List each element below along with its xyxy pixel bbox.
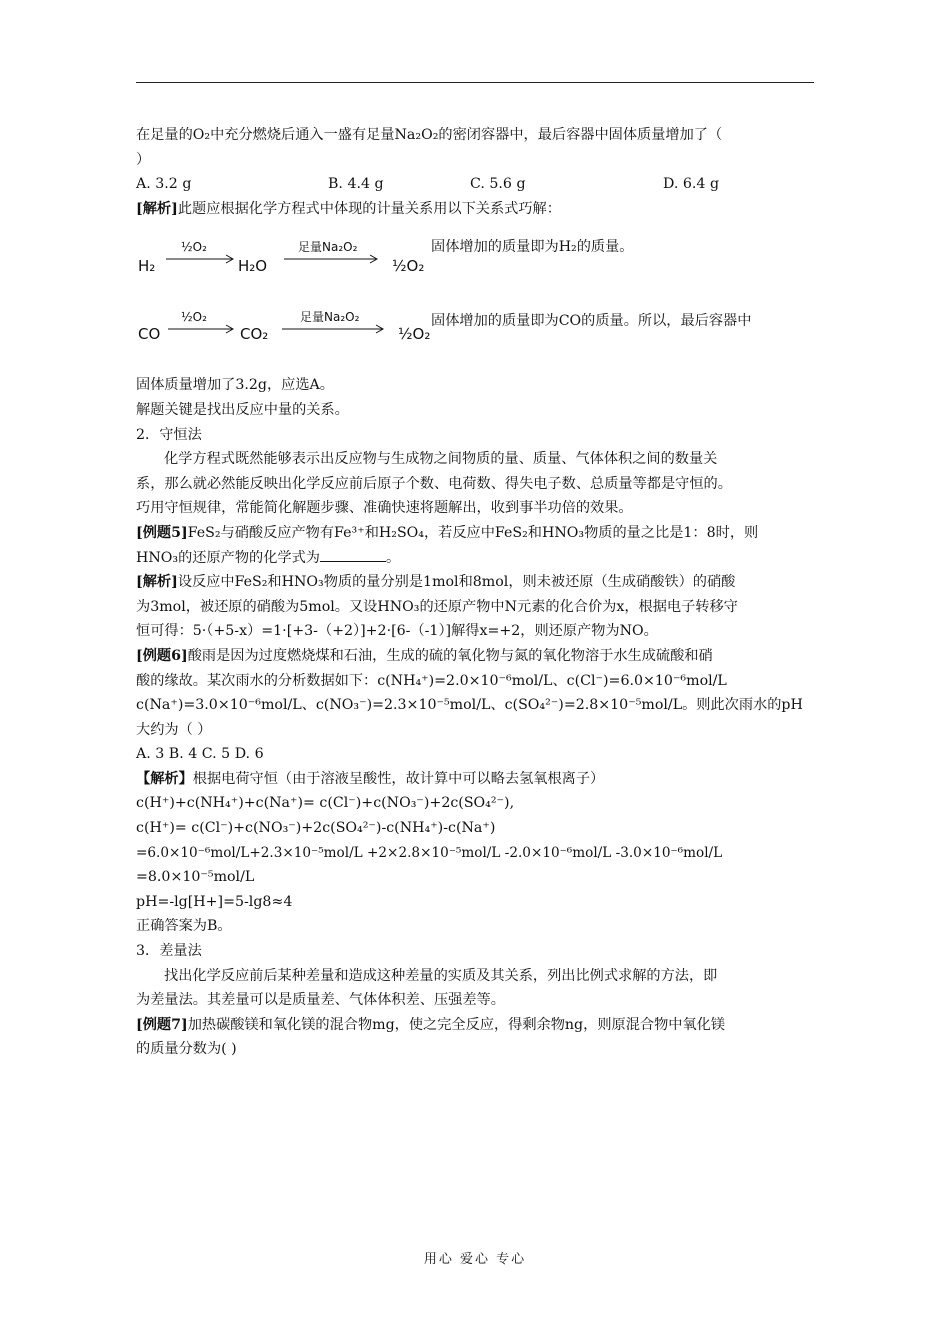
example-6-text: 酸雨是因为过度燃烧煤和石油，生成的硫的氧化物与氮的氧化物溶于水生成硫酸和硝 [187, 647, 713, 664]
example-6-analysis-text: 根据电荷守恒（由于溶液呈酸性，故计算中可以略去氢氧根离子） [192, 770, 605, 787]
header-rule [136, 82, 814, 83]
eq2-arrow1-top: ½O₂ [181, 310, 207, 325]
calc-line-2: c(H⁺)= c(Cl⁻)+c(NO₃⁻)+2c(SO₄²⁻)-c(NH₄⁺)-c(Na⁺) [136, 820, 496, 837]
option-a: A. 3.2 g [136, 176, 192, 193]
example-7-line-2: 的质量分数为( ) [136, 1041, 237, 1058]
section-2-title: 2．守恒法 [136, 426, 202, 443]
calc-line-3: =6.0×10⁻⁶mol/L+2.3×10⁻⁵mol/L +2×2.8×10⁻⁵mol/L -2.0×10⁻⁶mol/L -3.0×10⁻⁶mol/L [136, 844, 723, 861]
key-line: 解题关键是找出反应中量的关系。 [136, 401, 349, 418]
section-3-para-2: 为差量法。其差量可以是质量差、气体体积差、压强差等。 [136, 992, 505, 1009]
eq1-note: 固体增加的质量即为H₂的质量。 [431, 239, 634, 256]
section-2-para: 化学方程式既然能够表示出反应物与生成物之间物质的量、质量、气体体积之间的数量关 [164, 451, 718, 468]
equation-h2-diagram [136, 221, 436, 301]
question-line-end: ） [136, 151, 151, 168]
example-7-text: 加热碳酸镁和氧化镁的混合物mg，使之完全反应，得剩余物ng，则原混合物中氧化镁 [187, 1016, 726, 1033]
example-6-analysis [136, 767, 814, 792]
eq2-start: CO [138, 325, 161, 344]
section-3-title: 3．差量法 [136, 943, 202, 960]
example-7-line [136, 1013, 814, 1038]
section-2-para-3: 巧用守恒规律，常能简化解题步骤、准确快速将题解出，收到事半功倍的效果。 [136, 500, 633, 517]
eq1-arrow1-top: ½O₂ [181, 240, 207, 255]
eq2-end: ½O₂ [398, 325, 431, 344]
eq1-mid: H₂O [238, 257, 268, 276]
example-6-line-3: c(Na⁺)=3.0×10⁻⁶mol/L、c(NO₃⁻)=2.3×10⁻⁵mol/L、c(SO₄²⁻)=2.8×10⁻⁵mol/L。则此次雨水的pH [136, 697, 803, 714]
calc-line-4: =8.0×10⁻⁵mol/L [136, 869, 255, 886]
example-5-analysis [136, 570, 814, 595]
example-5-analysis-text: 设反应中FeS₂和HNO₃物质的量分别是1mol和8mol，则未被还原（生成硝酸铁）的硝酸 [177, 574, 736, 591]
example-6-tag: [例题6] [136, 647, 188, 664]
section-2-para-2: 系，那么就必然能反映出化学反应前后原子个数、电荷数、得失电子数、总质量等都是守恒的。 [136, 475, 732, 492]
page-footer: 用心 爱心 专心 [423, 1252, 527, 1267]
analysis-text: 此题应根据化学方程式中体现的计量关系用以下关系式巧解： [177, 200, 561, 217]
example-6-line-2: 酸的缘故。某次雨水的分析数据如下：c(NH₄⁺)=2.0×10⁻⁶mol/L、c(Cl⁻)=6.0×10⁻⁶mol/L [136, 672, 727, 689]
example-5-analysis-2: 为3mol，被还原的硝酸为5mol。又设HNO₃的还原产物中N元素的化合价为x，根据电子转移守 [136, 598, 738, 615]
option-d: D. 6.4 g [663, 176, 720, 193]
eq2-mid: CO₂ [240, 325, 269, 344]
example-5-analysis-3: 恒可得：5·（+5-x）=1·[+3-（+2）]+2·[6-（-1）]解得x=+2，则还原产物为NO。 [136, 623, 658, 640]
example-6-options: A. 3 B. 4 C. 5 D. 6 [136, 746, 264, 763]
equation-h2 [136, 221, 814, 301]
example-5-text: FeS₂与硝酸反应产物有Fe³⁺和H₂SO₄，若反应中FeS₂和HNO₃物质的量之比是1：8时，则 [187, 524, 759, 541]
calc-line-5: pH=-lg[H+]=5-lg8≈4 [136, 893, 293, 910]
example-6-line-4: 大约为（ ） [136, 721, 212, 738]
example-5-analysis-tag: [解析] [136, 574, 178, 591]
answer-line: 正确答案为B。 [136, 918, 232, 935]
analysis-tag: [解析] [136, 200, 178, 217]
example-5-line-2 [136, 546, 814, 571]
options-row [136, 172, 814, 197]
option-b: B. 4.4 g [328, 176, 384, 193]
example-6-analysis-tag: 【解析】 [136, 770, 193, 787]
document-body [136, 123, 814, 1062]
eq1-start: H₂ [138, 257, 156, 276]
example-7-tag: [例题7] [136, 1016, 188, 1033]
example-5-end: 。 [385, 549, 401, 566]
question-line: 在足量的O₂中充分燃烧后通入一盛有足量Na₂O₂的密闭容器中，最后容器中固体质量增加了（ [136, 127, 723, 143]
example-5-tag: [例题5] [136, 524, 188, 541]
option-c: C. 5.6 g [470, 176, 526, 193]
analysis-line [136, 197, 814, 222]
calc-line-1: c(H⁺)+c(NH₄⁺)+c(Na⁺)= c(Cl⁻)+c(NO₃⁻)+2c(SO₄²⁻), [136, 795, 515, 812]
answer-blank [320, 548, 386, 562]
equation-co [136, 301, 814, 373]
section-3-para: 找出化学反应前后某种差量和造成这种差量的实质及其关系，列出比例式求解的方法，即 [164, 967, 718, 984]
eq1-end: ½O₂ [392, 257, 425, 276]
example-5-line [136, 521, 814, 546]
eq1-arrow2-top: 足量Na₂O₂ [298, 240, 358, 255]
equation-co-diagram [136, 301, 436, 373]
conclusion-line: 固体质量增加了3.2g，应选A。 [136, 377, 334, 394]
eq2-arrow2-top: 足量Na₂O₂ [300, 310, 360, 325]
example-6-line [136, 644, 814, 669]
eq2-note: 固体增加的质量即为CO的质量。所以，最后容器中 [431, 313, 752, 330]
example-5-text-2: HNO₃的还原产物的化学式为 [136, 549, 320, 566]
